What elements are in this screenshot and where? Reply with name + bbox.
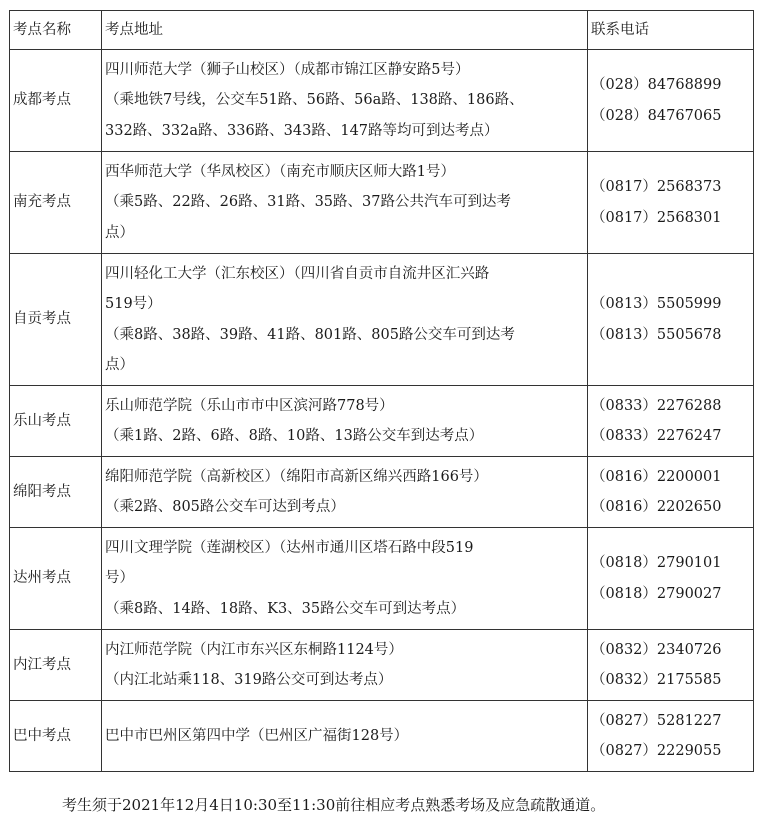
site-phone-cell xyxy=(588,152,754,254)
site-name-cell: 南充考点 xyxy=(10,152,102,254)
phone-number: （0832）2175585 xyxy=(591,672,722,688)
site-name-cell: 绵阳考点 xyxy=(10,457,102,528)
site-name-cell: 达州考点 xyxy=(10,528,102,630)
header-contact-phone: 联系电话 xyxy=(588,11,754,50)
address-line: 四川轻化工大学（汇东校区）（四川省自贡市自流井区汇兴路 xyxy=(105,265,490,282)
table-row xyxy=(10,254,754,386)
address-line: （乘5路、22路、26路、31路、35路、37路公共汽车可到达考 xyxy=(105,194,511,211)
table-row xyxy=(10,152,754,254)
phone-number: （0833）2276288 xyxy=(591,397,722,414)
site-phone-cell xyxy=(588,630,754,701)
site-phone-cell xyxy=(588,528,754,630)
header-site-name: 考点名称 xyxy=(10,11,102,50)
address-line: （内江北站乘118、319路公交可到达考点） xyxy=(105,672,393,688)
address-line: 332路、332a路、336路、343路、147路等均可到达考点） xyxy=(105,122,499,139)
table-header-row xyxy=(10,11,754,50)
address-line: （乘8路、38路、39路、41路、801路、805路公交车可到达考 xyxy=(105,326,515,343)
site-name-cell: 成都考点 xyxy=(10,50,102,152)
phone-number: （0817）2568373 xyxy=(591,179,722,195)
table-row xyxy=(10,701,754,772)
address-line: 西华师范大学（华凤校区）（南充市顺庆区师大路1号） xyxy=(105,163,455,180)
site-address-cell xyxy=(102,528,588,630)
phone-number: （0816）2200001 xyxy=(591,468,722,485)
site-phone-cell xyxy=(588,386,754,457)
address-line: 519号） xyxy=(105,296,162,312)
site-address-cell xyxy=(102,630,588,701)
header-site-address: 考点地址 xyxy=(102,11,588,50)
address-line: （乘2路、805路公交车可达到考点） xyxy=(105,499,345,515)
phone-number: （0827）2229055 xyxy=(591,743,722,759)
site-address-cell xyxy=(102,701,588,772)
table-row xyxy=(10,50,754,152)
phone-number: （0818）2790027 xyxy=(591,585,722,602)
site-address-cell xyxy=(102,457,588,528)
phone-number: （0813）5505678 xyxy=(591,326,722,343)
phone-number: （0813）5505999 xyxy=(591,296,722,312)
phone-number: （0816）2202650 xyxy=(591,499,722,515)
site-phone-cell xyxy=(588,701,754,772)
phone-number: （028）84767065 xyxy=(591,107,722,124)
table-row xyxy=(10,528,754,630)
exam-sites-table xyxy=(9,10,754,772)
phone-number: （0817）2568301 xyxy=(591,209,722,226)
phone-number: （0833）2276247 xyxy=(591,428,722,444)
address-line: 内江师范学院（内江市东兴区东桐路1124号） xyxy=(105,641,403,658)
phone-number: （028）84768899 xyxy=(591,77,722,93)
site-phone-cell xyxy=(588,457,754,528)
address-line: 乐山师范学院（乐山市市中区滨河路778号） xyxy=(105,397,394,414)
phone-number: （0818）2790101 xyxy=(591,555,722,571)
address-line: 点） xyxy=(105,357,134,373)
address-line: 绵阳师范学院（高新校区）（绵阳市高新区绵兴西路166号） xyxy=(105,468,488,485)
address-line: 巴中市巴州区第四中学（巴州区广福街128号） xyxy=(105,727,409,744)
site-address-cell xyxy=(102,50,588,152)
address-line: （乘地铁7号线，公交车51路、56路、56a路、138路、186路、 xyxy=(105,92,524,109)
table-row xyxy=(10,457,754,528)
site-phone-cell xyxy=(588,254,754,386)
phone-number: （0832）2340726 xyxy=(591,641,722,658)
site-name-cell: 内江考点 xyxy=(10,630,102,701)
site-name-cell: 巴中考点 xyxy=(10,701,102,772)
site-name-cell: 自贡考点 xyxy=(10,254,102,386)
table-body xyxy=(10,50,754,772)
footer-note: 考生须于2021年12月4日10:30至11:30前往相应考点熟悉考场及应急疏散通道。 xyxy=(62,796,606,814)
table-row xyxy=(10,630,754,701)
phone-number: （0827）5281227 xyxy=(591,712,722,729)
address-line: 点） xyxy=(105,224,134,241)
address-line: 四川师范大学（狮子山校区）（成都市锦江区静安路5号） xyxy=(105,61,470,78)
address-line: （乘1路、2路、6路、8路、10路、13路公交车到达考点） xyxy=(105,428,484,444)
site-address-cell xyxy=(102,254,588,386)
address-line: （乘8路、14路、18路、K3、35路公交车可到达考点） xyxy=(105,600,466,617)
site-address-cell xyxy=(102,152,588,254)
table-row xyxy=(10,386,754,457)
site-name-cell: 乐山考点 xyxy=(10,386,102,457)
address-line: 号） xyxy=(105,570,134,587)
address-line: 四川文理学院（莲湖校区）（达州市通川区塔石路中段519 xyxy=(105,539,474,556)
site-address-cell xyxy=(102,386,588,457)
site-phone-cell xyxy=(588,50,754,152)
